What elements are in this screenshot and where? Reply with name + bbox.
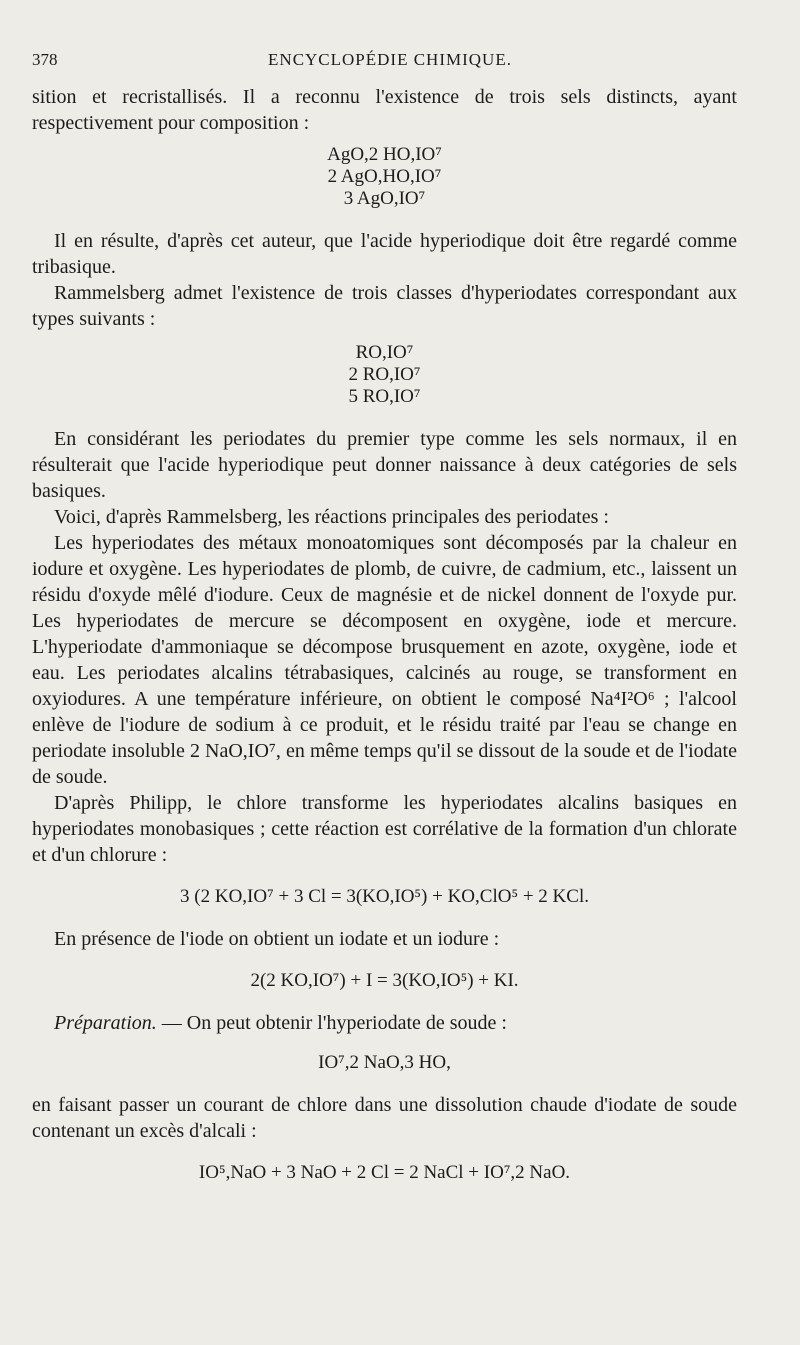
section-label: Préparation.	[54, 1012, 157, 1034]
page-body	[32, 84, 737, 1186]
running-title: ENCYCLOPÉDIE CHIMIQUE.	[268, 50, 512, 69]
paragraph: sition et recristallisés. Il a reconnu l'existence de trois sels distincts, ayant respectivement pour composition :	[32, 86, 737, 134]
paragraph: en faisant passer un courant de chlore dans une dissolution chaude d'iodate de soude contenant un excès d'alcali :	[32, 1094, 737, 1142]
formula: 2 RO,IO⁷	[348, 364, 421, 385]
paragraph: Rammelsberg admet l'existence de trois classes d'hyperiodates correspondant aux types suivants :	[32, 282, 737, 330]
formula: RO,IO⁷	[355, 342, 414, 363]
equation: IO⁵,NaO + 3 NaO + 2 Cl = 2 NaCl + IO⁷,2 NaO.	[198, 1162, 571, 1183]
paragraph: En considérant les periodates du premier type comme les sels normaux, il en résulterait que l'acide hyperiodique peut donner naissance à deux catégories de sels basiques.	[32, 428, 737, 502]
paragraph: Voici, d'après Rammelsberg, les réactions principales des periodates :	[54, 506, 609, 528]
formula: 5 RO,IO⁷	[348, 386, 421, 407]
running-header	[32, 50, 748, 74]
equation: 3 (2 KO,IO⁷ + 3 Cl = 3(KO,IO⁵) + KO,ClO⁵ + 2 KCl.	[180, 886, 589, 907]
paragraph: D'après Philipp, le chlore transforme les hyperiodates alcalins basiques en hyperiodates monobasiques ; cette réaction est corrélative de la formation d'un chlorate et d'un chlorure :	[32, 792, 737, 866]
formula: AgO,2 HO,IO⁷	[327, 144, 442, 165]
formula: IO⁷,2 NaO,3 HO,	[318, 1052, 451, 1073]
paragraph	[32, 1010, 737, 1036]
formula: 3 AgO,IO⁷	[343, 188, 426, 209]
paragraph: Les hyperiodates des métaux monoatomiques sont décomposés par la chaleur en iodure et oxygène. Les hyperiodates de plomb, de cuivre, de cadmium, etc., laissent un résidu d'oxyde mêlé d'iodure. Ceux de magnésie et de nickel donnent de l'oxyde pur. Les hyperiodates de mercure se décomposent en oxygène, iode et mercure. L'hyperiodate d'ammoniaque se décompose brusquement en azote, oxygène, iode et eau. Les periodates alcalins tétrabasiques, calcinés au rouge, se transforment en oxyiodures. A une température inférieure, on obtient le composé Na⁴I²O⁶ ; l'alcool enlève de l'iodure de sodium à ce produit, et le résidu traité par l'eau se change en periodate insoluble 2 NaO,IO⁷, en même temps qu'il se dissout de la soude et de l'iodate de soude.	[32, 532, 737, 788]
formula: 2 AgO,HO,IO⁷	[327, 166, 442, 187]
equation: 2(2 KO,IO⁷) + I = 3(KO,IO⁵) + KI.	[250, 970, 519, 991]
page-number: 378	[32, 50, 58, 69]
paragraph: Il en résulte, d'après cet auteur, que l'acide hyperiodique doit être regardé comme tribasique.	[32, 230, 737, 278]
section-text: — On peut obtenir l'hyperiodate de soude :	[156, 1012, 507, 1034]
paragraph: En présence de l'iode on obtient un iodate et un iodure :	[54, 928, 500, 950]
